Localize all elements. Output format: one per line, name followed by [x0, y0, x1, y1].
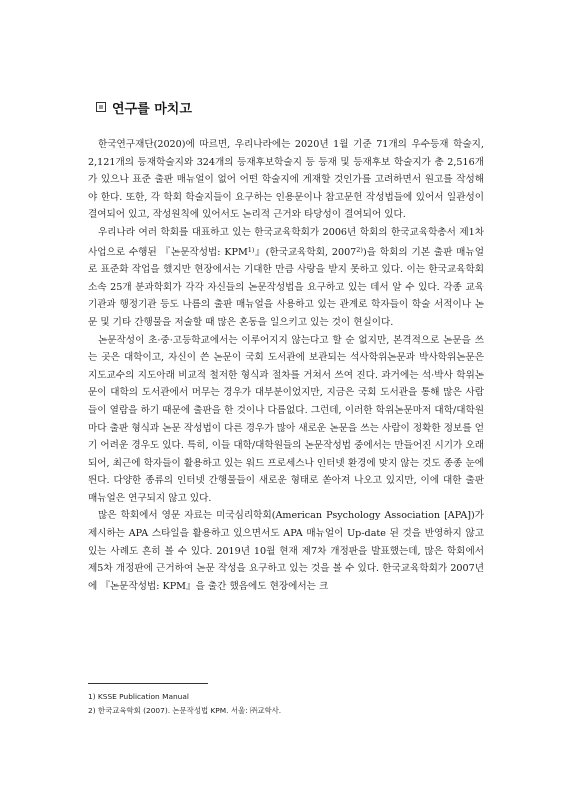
footnote-divider — [88, 683, 208, 684]
section-title-text: 연구를 마치고 — [112, 101, 192, 117]
body-text — [88, 136, 484, 595]
section-heading — [96, 98, 192, 116]
footnote-2: 2) 한국교육학회 (2007). 논문작성법 KPM. 서울: ㈜교학사. — [88, 706, 282, 715]
paragraph-2-part-2: 』(한국교육학회, 2007 — [254, 246, 357, 258]
footnote-ref-1[interactable]: 1) — [247, 245, 255, 254]
paragraph-3: 논문작성이 초·중·고등학교에서는 이루어지지 않는다고 할 순 없지만, 본격적으로 논문을 쓰는 곳은 대학이고, 자신이 쓴 논문이 국회 도서관에 보관되는 석사학위논문과 박사학위논문은 지도교수의 지도아래 비교적 철저한 형식과 절차를 거쳐서 쓰여 진다. 과거에는 석·박사 학위논문이 대학의 도서관에서 머무는 경우가 대부분이었지만, 지금은 국회 도서관을 통해 많은 사람들이 열람을 하기 때문에 출판을 한 것이나 다름없다. 그런데, 이러한 학위논문마저 대학/대학원마다 출판 형식과 논문 작성법이 다른 경우가 많아 새로운 논문을 쓰는 사람이 정확한 정보를 얻기 어려운 경우도 있다. 특히, 이들 대학/대학원들의 논문작성법 중에서는 만들어진 시기가 오래되어, 최근에 학자들이 활용하고 있는 워드 프로세스나 인터넷 환경에 맞지 않는 것도 종종 눈에 띈다. 다양한 종류의 인터넷 간행물들이 새로운 형태로 쏟아져 나오고 있지만, 이에 대한 출판 매뉴얼은 연구되지 않고 있다. — [88, 334, 484, 504]
paragraph-2-part-1: 우리나라 여러 학회를 대표하고 있는 한국교육학회가 2006년 학회의 한국교육학총서 제1차 사업으로 수행된 『논문작성법: KPM — [88, 226, 484, 258]
paragraph-1: 한국연구재단(2020)에 따르면, 우리나라에는 2020년 1월 기준 71개의 우수등재 학술지, 2,121개의 등재학술지와 324개의 등재후보학술지 등 등재 및 등재후보 학술지가 총 2,516개가 있으나 표준 출판 매뉴얼이 없어 어떤 학술지에 게재할 것인가를 고려하면서 원고를 작성해야 한다. 또한, 각 학회 학술지들이 요구하는 인용문이나 참고문헌 작성법들에 있어서 일관성이 결여되어 있고, 작성원칙에 있어서도 논리적 근거와 타당성이 결여되어 있다. — [88, 139, 484, 221]
paragraph-4: 많은 학회에서 영문 자료는 미국심리학회(American Psychology Association [APA])가 제시하는 APA 스타일을 활용하고 있으면서도 APA 매뉴얼이 Up-date 된 것을 반영하지 않고 있는 사례도 흔히 볼 수 있다. 2019년 10월 현재 제7차 개정판을 발표했는데, 많은 학회에서 제5차 개정판에 근거하여 논문 작성을 요구하고 있는 것을 볼 수 있다. 한국교육학회가 2007년에 『논문작성법: KPM』을 출간 했음에도 현장에서는 크 — [88, 510, 484, 592]
paragraph-2-part-3: )을 학회의 기본 출판 매뉴얼로 표준화 작업을 했지만 현장에서는 기대한 만큼 사랑을 받지 못하고 있다. 이는 한국교육학회 소속 25개 분과학회가 각각 자신들의 논문작성법을 요구하고 있는 데서 알 수 있다. 각종 교육기관과 행정기관 등도 나름의 출판 매뉴얼을 사용하고 있는 관계로 학자들이 학술 서적이나 논문 및 기타 간행물을 저술할 때 많은 혼동을 일으키고 있는 것이 현실이다. — [88, 246, 484, 328]
square-bullet-icon — [96, 102, 106, 112]
footnotes — [88, 690, 484, 718]
footnote-ref-2[interactable]: 2) — [356, 245, 363, 254]
paragraph-2 — [88, 224, 484, 332]
footnote-1: 1) KSSE Publication Manual — [88, 692, 189, 701]
